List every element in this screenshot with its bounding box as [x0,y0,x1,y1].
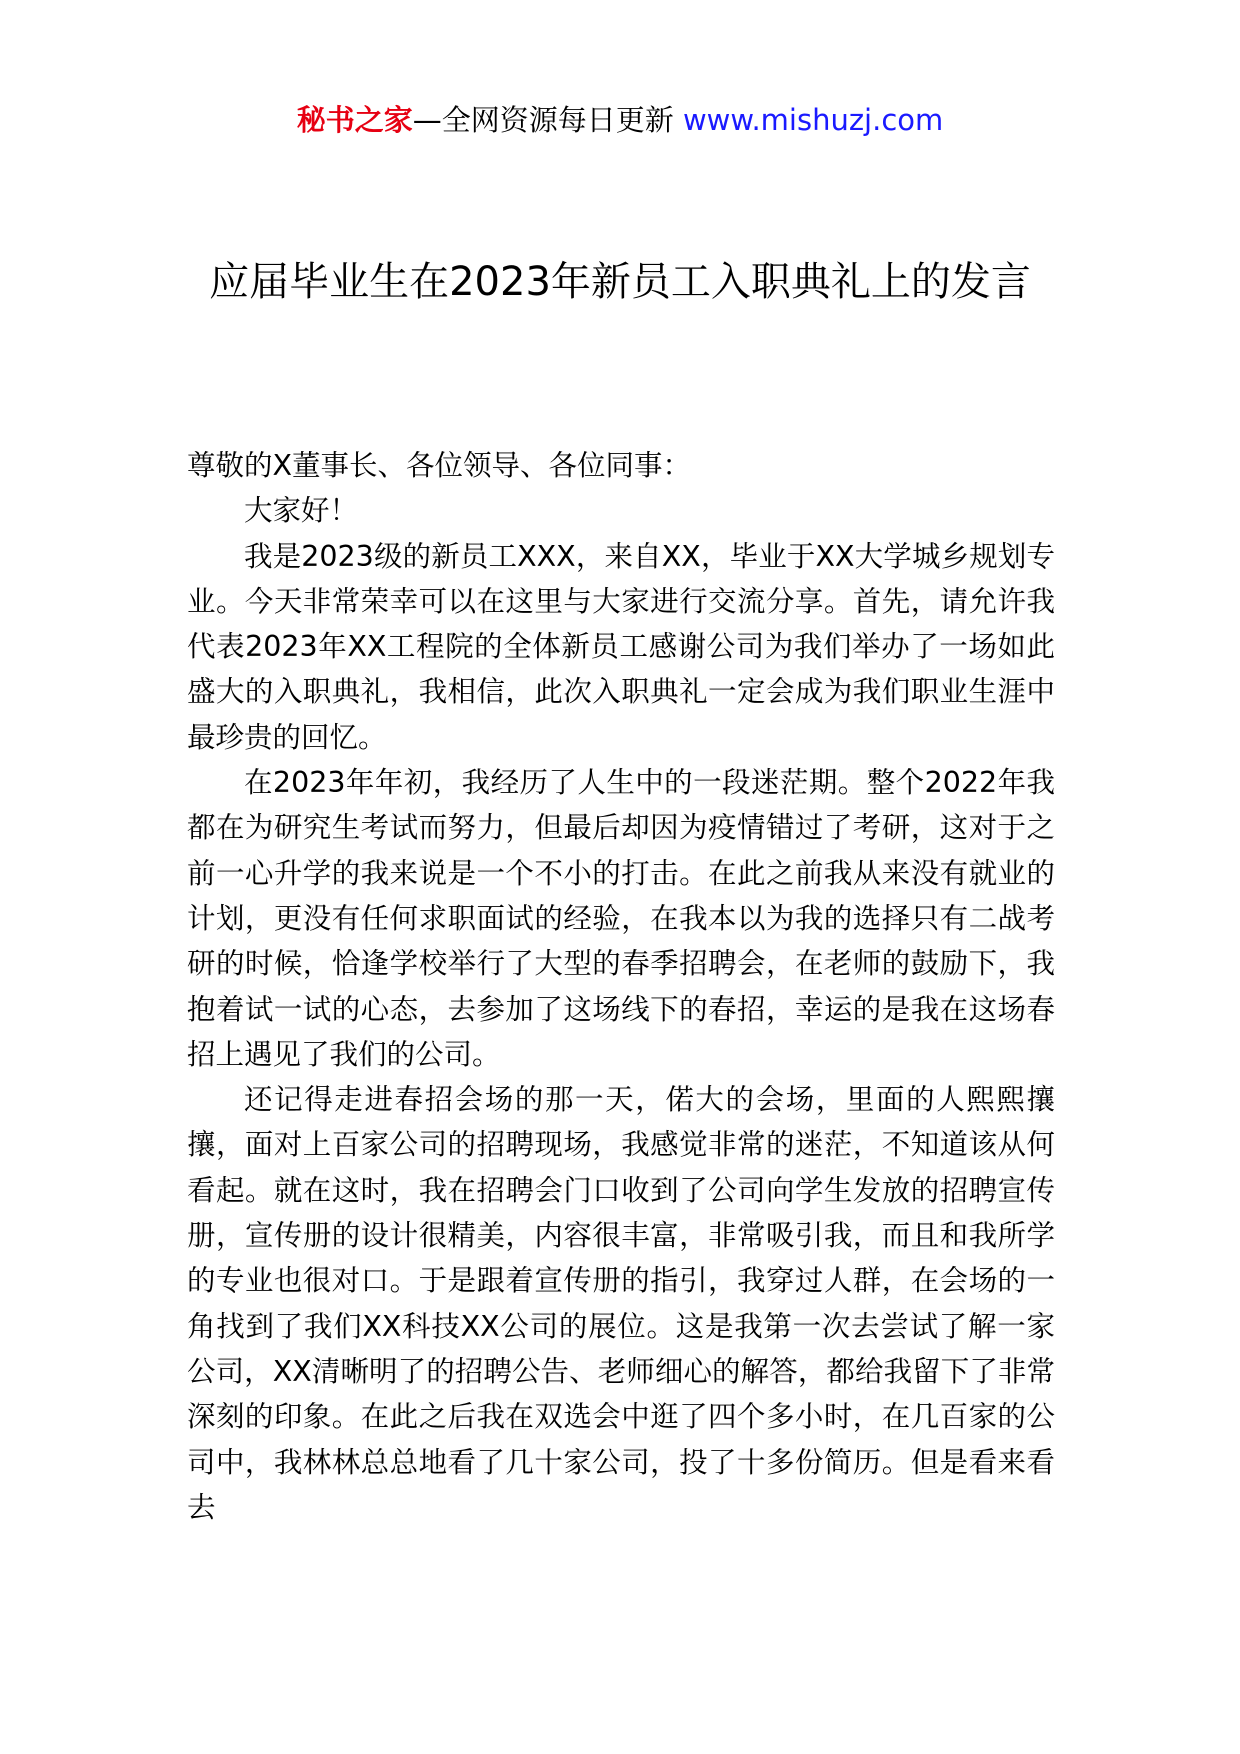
salutation-paragraph: 尊敬的X董事长、各位领导、各位同事： [187,449,692,482]
body-paragraph: 在2023年年初，我经历了人生中的一段迷茫期。整个2022年我都在为研究生考试而努力，但最后却因为疫情错过了考研，这对于之前一心升学的我来说是一个不小的打击。在此之前我从来没有就业的计划，更没有任何求职面试的经验，在我本以为我的选择只有二战考研的时候，恰逢学校举行了大型的春季招聘会，在老师的鼓励下，我抱着试一试的心态，去参加了这场线下的春招，幸运的是我在这场春招上遇见了我们的公司。 [187,766,1055,1071]
site-slogan: —全网资源每日更新 [412,103,674,137]
document-body [187,443,1055,1530]
document-title: 应届毕业生在2023年新员工入职典礼上的发言 [209,259,1031,305]
site-url-link[interactable]: www.mishuzj.com [682,103,944,137]
body-paragraph: 还记得走进春招会场的那一天，偌大的会场，里面的人熙熙攘攘，面对上百家公司的招聘现场，我感觉非常的迷茫，不知道该从何看起。就在这时，我在招聘会门口收到了公司向学生发放的招聘宣传册，宣传册的设计很精美，内容很丰富，非常吸引我，而且和我所学的专业也很对口。于是跟着宣传册的指引，我穿过人群，在会场的一角找到了我们XX科技XX公司的展位。这是我第一次去尝试了解一家公司，XX清晰明了的招聘公告、老师细心的解答，都给我留下了非常深刻的印象。在此之后我在双选会中逛了四个多小时，在几百家的公司中，我林林总总地看了几十家公司，投了十多份简历。但是看来看去 [187,1083,1055,1524]
body-paragraph: 我是2023级的新员工XXX，来自XX，毕业于XX大学城乡规划专业。今天非常荣幸可以在这里与大家进行交流分享。首先，请允许我代表2023年XX工程院的全体新员工感谢公司为我们举办了一场如此盛大的入职典礼，我相信，此次入职典礼一定会成为我们职业生涯中最珍贵的回忆。 [187,539,1055,754]
site-brand: 秘书之家 [296,103,413,137]
greeting-paragraph: 大家好！ [244,494,359,528]
site-header [0,100,1240,140]
